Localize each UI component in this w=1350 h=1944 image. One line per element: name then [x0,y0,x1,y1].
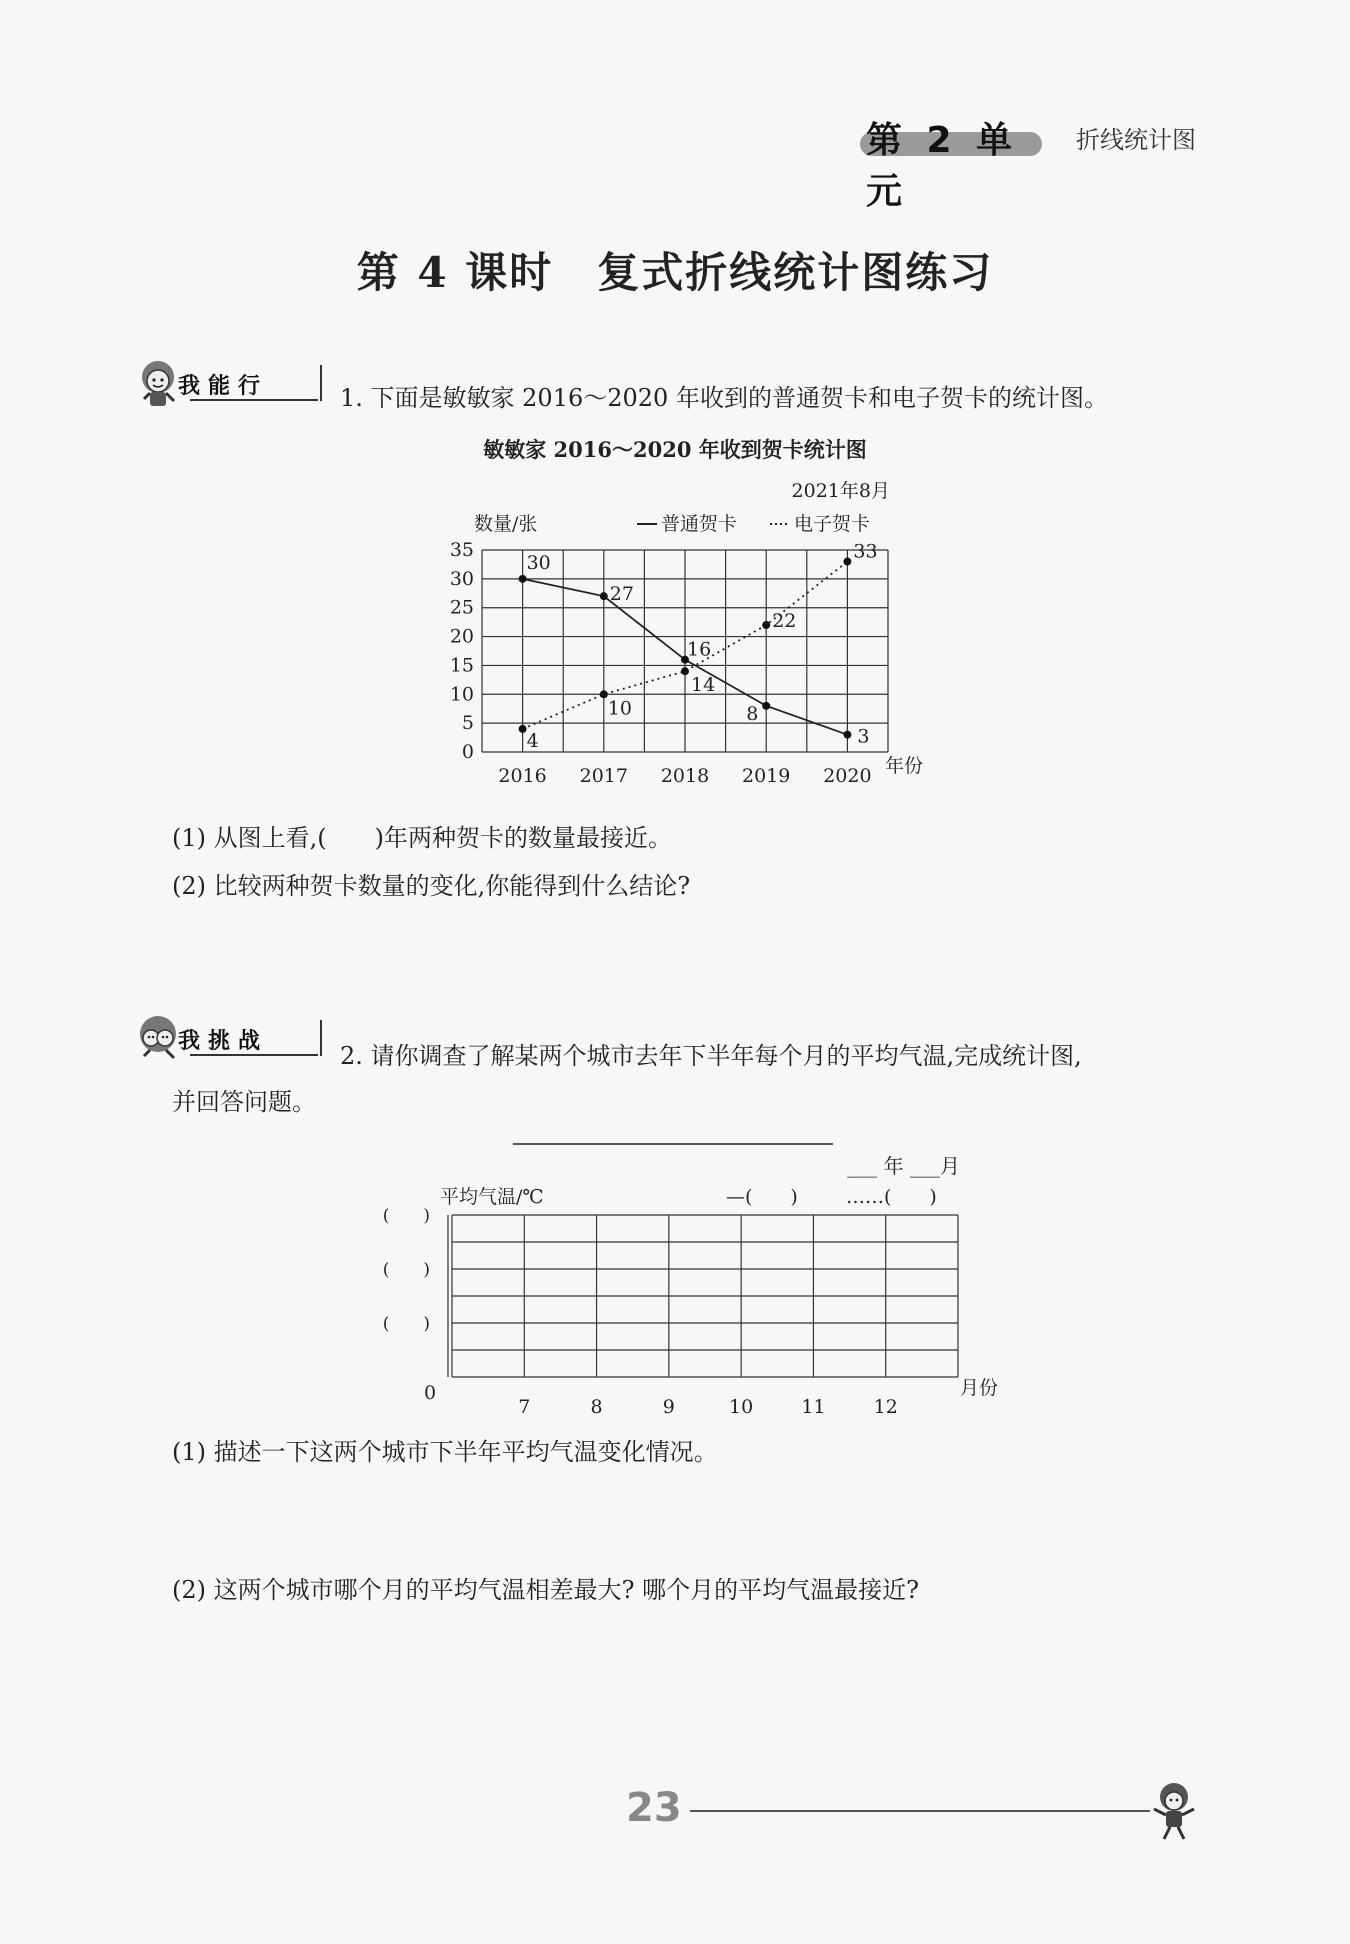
footer-mascot-icon [1140,1775,1210,1845]
data-label: 8 [746,702,759,725]
question2-text-line1: 2. 请你调查了解某两个城市去年下半年每个月的平均气温,完成统计图, [340,1042,1082,1070]
x-tick-label: 11 [801,1396,826,1418]
chart1-ylabel: 数量/张 [474,513,538,535]
y-tick-label: 15 [449,654,474,677]
x-tick-label: 2018 [660,765,710,787]
lesson-title: 第 4 课时 复式折线统计图练习 [356,248,994,297]
x-tick-label: 2017 [579,765,628,787]
section2-badge [130,1010,330,1070]
section2-badge-label: 我挑战 [178,1029,269,1054]
data-point [519,575,527,583]
data-label: 3 [857,725,870,748]
y-tick-label: 20 [449,625,474,648]
unit-badge [856,112,1046,212]
x-tick-label: 8 [590,1396,603,1418]
y-tick-label: 25 [449,596,474,619]
x-tick-label: 2016 [498,765,547,787]
chart2-legend-dotted: ……( ) [846,1186,937,1208]
data-label: 16 [687,638,712,661]
chart2-ylabel: 平均气温/℃ [440,1186,544,1208]
x-tick-label: 2019 [742,765,791,787]
y-tick-label: 10 [449,683,474,706]
legend-solid-label: 普通贺卡 [661,513,738,535]
question1-sub2: (2) 比较两种贺卡数量的变化,你能得到什么结论? [172,872,691,900]
page-number: 23 [626,1785,682,1831]
question1-sub1: (1) 从图上看,( )年两种贺卡的数量最接近。 [172,824,672,852]
chart2-xlabel: 月份 [960,1377,999,1399]
chart2-legend-solid: —( ) [726,1186,798,1208]
y-zero-label: 0 [423,1382,437,1404]
x-tick-label: 9 [662,1396,675,1418]
legend-dotted-label: 电子贺卡 [794,513,871,535]
x-tick-label: 2020 [823,765,872,787]
data-label: 10 [607,697,632,720]
x-tick-label: 12 [873,1396,898,1418]
section1-badge [130,355,330,415]
data-point [762,621,770,629]
question2-sub1: (1) 描述一下这两个城市下半年平均气温变化情况。 [172,1438,718,1466]
question1-text: 1. 下面是敏敏家 2016～2020 年收到的普通贺卡和电子贺卡的统计图。 [340,384,1108,412]
section1-badge-label: 我能行 [178,374,269,399]
y-tick-label: 35 [449,539,474,561]
data-point [843,731,851,739]
chart2-date-blank: ___ 年 ___月 [847,1154,960,1178]
data-label: 27 [609,583,634,606]
chart1-legend [637,513,870,535]
data-label: 14 [691,674,716,697]
y-tick-blank: ( ) [382,1206,430,1226]
x-tick-label: 10 [729,1396,754,1418]
y-tick-blank: ( ) [382,1314,430,1334]
chart1-xlabel: 年份 [885,755,924,777]
y-tick-blank: ( ) [382,1260,430,1280]
chart1-date: 2021年8月 [791,480,890,502]
unit-label: 第 2 单元 [866,120,1019,212]
y-tick-label: 5 [461,712,474,735]
data-label: 30 [526,551,551,574]
unit-topic: 折线统计图 [1076,126,1196,154]
question2-sub2: (2) 这两个城市哪个月的平均气温相差最大? 哪个月的平均气温最接近? [172,1576,919,1604]
data-point [762,702,770,710]
chart1-plot-area [450,539,888,787]
data-point [681,667,689,675]
data-point [843,558,851,566]
x-tick-label: 7 [518,1396,531,1418]
data-label: 4 [526,729,539,752]
temperature-chart-template [360,1120,1020,1420]
card-chart [430,430,950,800]
chart1-title: 敏敏家 2016～2020 年收到贺卡统计图 [483,437,867,462]
y-tick-label: 30 [449,567,474,590]
data-label: 22 [772,610,797,633]
chart2-plot-area [383,1206,958,1418]
chart1-grid [482,550,888,752]
y-tick-label: 0 [461,741,474,763]
data-point [519,725,527,733]
footer-rule [690,1810,1150,1812]
chart2-grid [452,1215,958,1377]
data-point [600,592,608,600]
data-label: 33 [853,540,878,563]
question2-text-line2: 并回答问题。 [172,1088,316,1116]
data-point [600,690,608,698]
